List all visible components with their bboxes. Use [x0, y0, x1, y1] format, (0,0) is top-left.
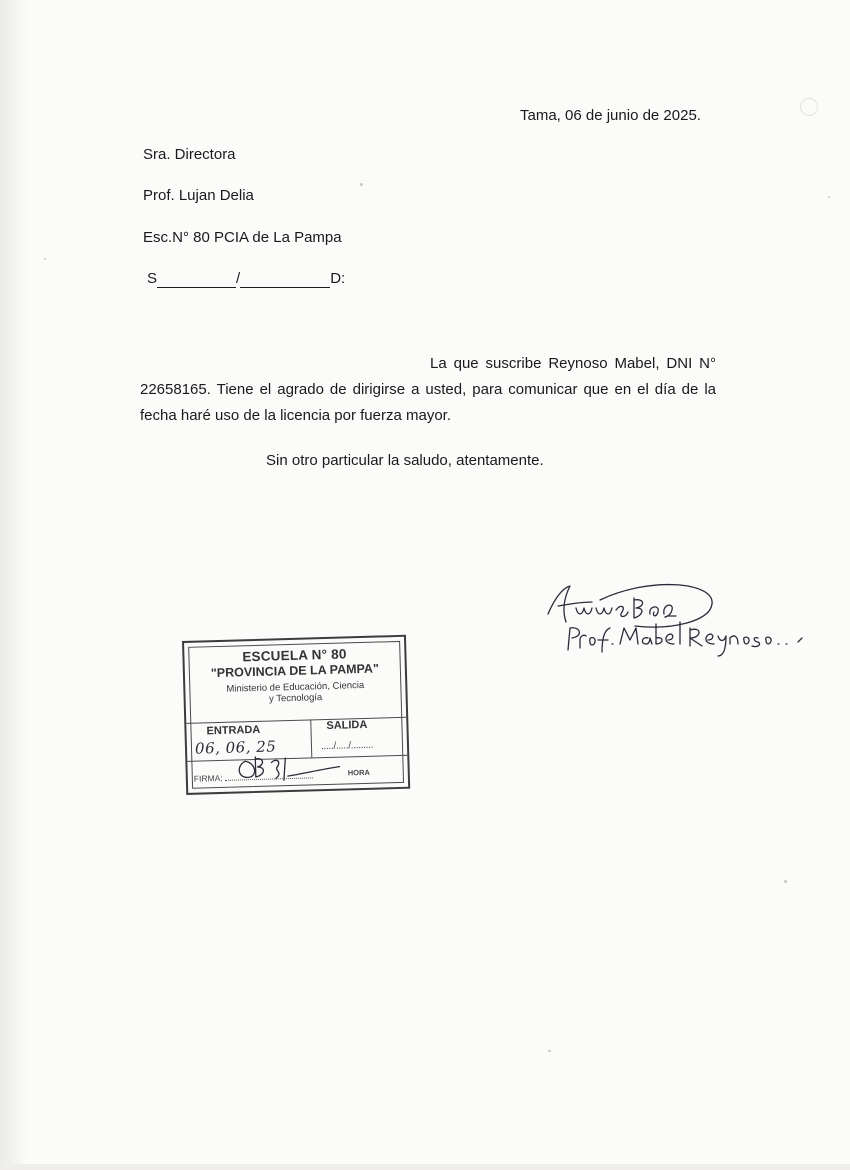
stamp-exit-label: SALIDA: [326, 718, 368, 732]
scan-speck: [800, 98, 818, 116]
scan-speck: [784, 880, 787, 883]
salutation-end: D:: [330, 270, 346, 287]
recipient-title: Sra. Directora: [143, 146, 236, 163]
scan-speck: [548, 1050, 551, 1052]
stamp-hour-label: HORA: [347, 767, 370, 778]
recipient-school: Esc.N° 80 PCIA de La Pampa: [143, 229, 342, 246]
stamp-header: [184, 645, 405, 707]
stamp-sign-label-text: FIRMA:: [193, 772, 223, 784]
stamp-ministry-line1: Ministerio de Educación, Ciencia: [226, 679, 365, 695]
stamp-entry-date: 06, 06, 25: [194, 737, 277, 758]
stamp-exit-date: ...../...../.........: [320, 739, 374, 753]
stamp-province: "PROVINCIA DE LA PAMPA": [210, 661, 380, 681]
salutation-blank-1: [157, 271, 236, 288]
stamp-handwritten-initials: [231, 748, 352, 785]
salutation-blank-2: [240, 271, 330, 288]
stamp-ministry-line2: y Tecnología: [268, 692, 323, 705]
stamp-entry-label: ENTRADA: [206, 723, 261, 738]
letter-body: La que suscribe Reynoso Mabel, DNI N° 22658165. Tiene el agrado de dirigirse a usted, para comunicar que en el día de la fecha haré uso de la licencia por fuerza mayor.: [140, 355, 716, 424]
scan-speck: [44, 258, 46, 260]
scan-speck: [360, 183, 363, 186]
recipient-name: Prof. Lujan Delia: [143, 187, 254, 204]
reception-stamp: [182, 635, 410, 795]
stamp-school: ESCUELA N° 80: [242, 646, 347, 665]
letter-date: Tama, 06 de junio de 2025.: [520, 107, 701, 124]
salutation-line: [147, 270, 345, 288]
handwritten-signature: [540, 578, 810, 658]
scan-speck: [828, 196, 830, 198]
salutation-start: S: [147, 270, 158, 287]
letter-closing: Sin otro particular la saludo, atentamente.: [266, 452, 544, 469]
salutation-separator: /: [236, 270, 241, 287]
